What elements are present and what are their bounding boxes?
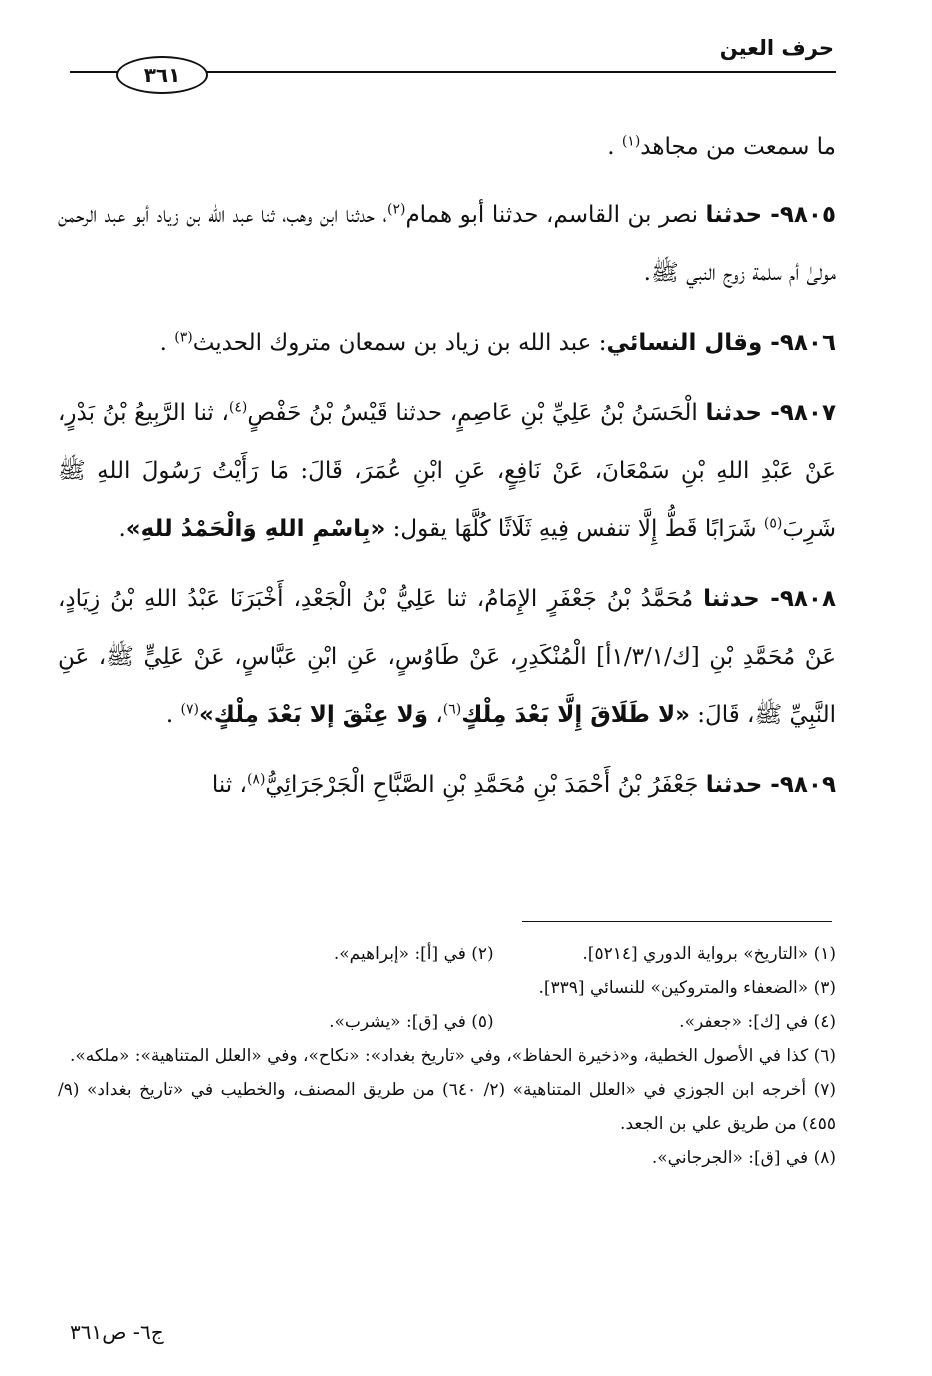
footnotes — [58, 937, 836, 1175]
footnote-8: (٨) في [ق]: «الجرجاني». — [651, 1148, 836, 1168]
footnote-7: (٧) أخرجه ابن الجوزي في «العلل المتناهية» (٢/ ٦٤٠) من طريق المصنف، والخطيب في «تاريخ بغداد» (٩/ ٤٥٥) من طريق علي بن الجعد. — [58, 1080, 836, 1134]
hadith-9808: ٩٨٠٨- حدثنا مُحَمَّدُ بْنُ جَعْفَرٍ الإِمَامُ، ثنا عَلِيُّ بْنُ الْجَعْدِ، أَخْبَرَنَا عَبْدُ اللهِ بْنُ زِيَادٍ، عَنْ مُحَمَّدِ بْنِ [ك/١/٣/١أ] الْمُنْكَدِرِ، عَنْ طَاوُسٍ، عَنِ ابْنِ عَبَّاسٍ، عَنْ عَلِيٍّ ﷺ، عَنِ النَّبِيِّ ﷺ، قَالَ: «لا طَلَاقَ إِلَّا بَعْدَ مِلْكٍ$^{(٦)}$، وَلا عِتْقَ إلا بَعْدَ مِلْكٍ»$^{(٧)}$ . — [58, 586, 836, 728]
running-head: حرف العين — [719, 36, 834, 60]
footnote-row — [58, 1005, 836, 1039]
hadith-keyword: حدثنا — [705, 400, 762, 426]
footnote-ref: (٢) — [386, 201, 406, 218]
footnote-separator — [522, 921, 832, 922]
hadith-9806: ٩٨٠٦- وقال النسائي: عبد الله بن زياد بن سمعان متروك الحديث$^{(٣)}$ . — [159, 329, 836, 356]
hadith-9809: ٩٨٠٩- حدثنا جَعْفَرُ بْنُ أَحْمَدَ بْنِ مُحَمَّدِ بْنِ الصَّبَّاحِ الْجَرْجَرَائِيُّ$^{(٨)}$، ثنا — [211, 771, 836, 798]
footnote-2: (٢) في [أ]: «إبراهيم». — [333, 944, 494, 964]
hadith-keyword: حدثنا — [705, 202, 763, 228]
main-text — [58, 118, 836, 826]
prophetic-quote: «لا طَلَاقَ إِلَّا بَعْدَ مِلْكٍ — [461, 702, 690, 728]
hadith-9805: ٩٨٠٥- حدثنا نصر بن القاسم، حدثنا أبو همام$^{(٢)}$، حدثنا ابن وهب، ثنا عبد الله بن زياد أبو عبد الرحمن مولىٰ أم سلمة زوج النبي ﷺ. — [58, 201, 836, 286]
hadith-number: ٩٨٠٧- — [761, 400, 836, 426]
footnote-4: (٤) في [ك]: «جعفر». — [679, 1012, 836, 1032]
hadith-number: ٩٨٠٦- — [762, 330, 836, 356]
hadith-keyword: حدثنا — [705, 772, 763, 798]
volume-page-reference: ج٦- ص٣٦١ — [70, 1320, 164, 1344]
page-number-oval — [116, 56, 208, 94]
footnote-ref: (٧) — [180, 701, 199, 718]
footnote-ref: (٣) — [174, 329, 193, 346]
footnote-1: (١) «التاريخ» برواية الدوري [٥٢١٤]. — [582, 944, 836, 964]
footnote-row — [58, 937, 836, 971]
footnote-5: (٥) في [ق]: «يشرب». — [329, 1012, 494, 1032]
hadith-9807: ٩٨٠٧- حدثنا الْحَسَنُ بْنُ عَلِيِّ بْنِ عَاصِمٍ، حدثنا قَيْسُ بْنُ حَفْصٍ$^{(٤)}$، ثنا الرَّبِيعُ بْنُ بَدْرٍ، عَنْ عَبْدِ اللهِ بْنِ سَمْعَانَ، عَنْ نَافِعٍ، عَنِ ابْنِ عُمَرَ، قَالَ: مَا رَأَيْتُ رَسُولَ اللهِ ﷺ شَرِبَ$^{(٥)}$ شَرَابًا قَطُّ إِلَّا تنفس فِيهِ ثَلَاثًا كُلَّهَا يقول: «بِاسْمِ اللهِ وَالْحَمْدُ للهِ». — [58, 399, 836, 542]
hadith-number: ٩٨٠٩- — [762, 772, 836, 798]
footnote-3: (٣) «الضعفاء والمتروكين» للنسائي [٣٣٩]. — [538, 978, 836, 998]
hadith-number: ٩٨٠٥- — [762, 202, 836, 228]
footnote-6: (٦) كذا في الأصول الخطية، و«ذخيرة الحفاظ»، وفي «تاريخ بغداد»: «نكاح»، وفي «العلل المتناهية»: «ملكه». — [69, 1046, 836, 1066]
footnote-ref: (٥) — [763, 515, 783, 532]
page-number: ٣٦١ — [143, 63, 181, 87]
prophetic-quote: «بِاسْمِ اللهِ وَالْحَمْدُ للهِ» — [125, 516, 386, 542]
footnote-ref: (٤) — [228, 399, 248, 416]
paragraph-continuation: ما سمعت من مجاهد$^{(١)}$ . — [607, 133, 836, 160]
prophetic-quote: وَلا عِتْقَ إلا بَعْدَ مِلْكٍ» — [198, 702, 429, 728]
hadith-number: ٩٨٠٨- — [759, 586, 836, 612]
footnote-ref: (١) — [621, 133, 641, 150]
hadith-keyword: وقال النسائي — [606, 330, 763, 356]
footnote-ref: (٨) — [246, 771, 266, 788]
footnote-ref: (٦) — [442, 701, 462, 718]
hadith-keyword: حدثنا — [703, 586, 760, 612]
